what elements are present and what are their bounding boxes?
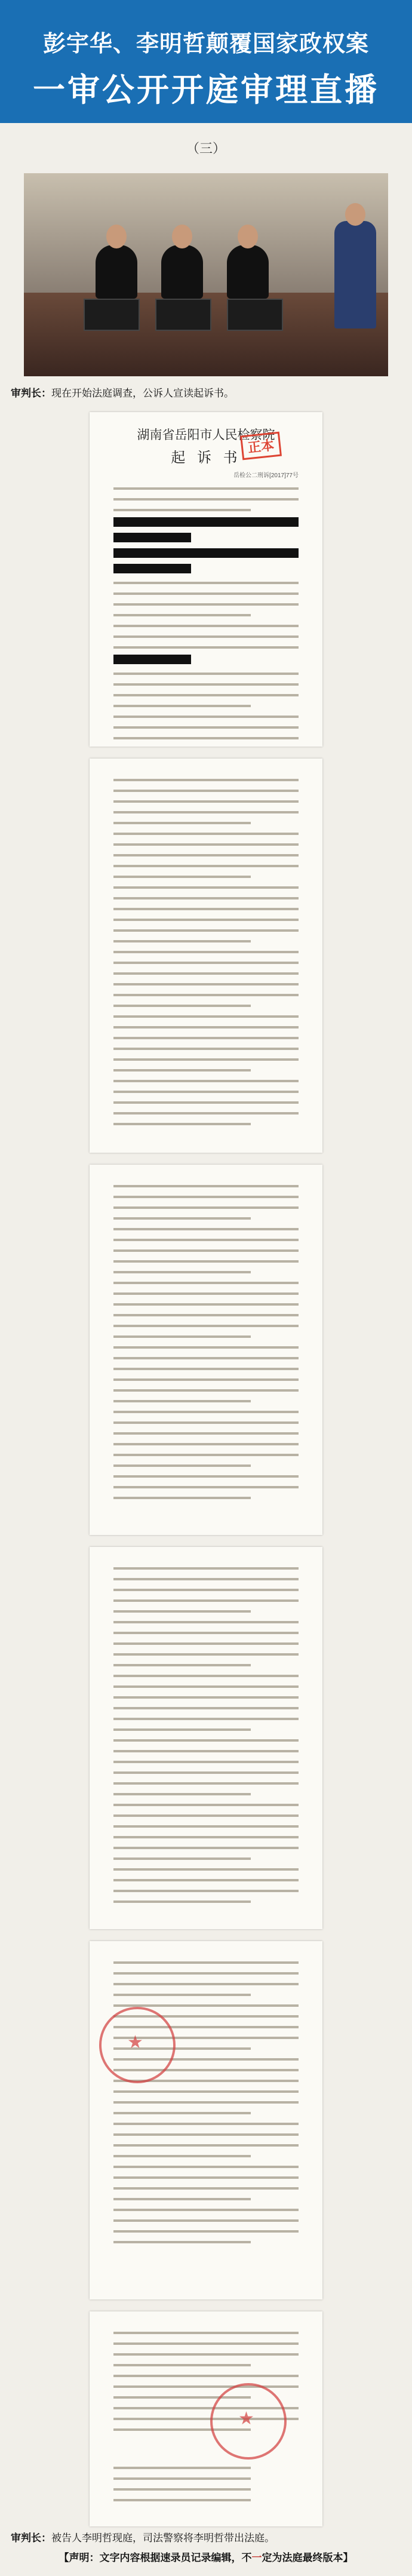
indictment-page-3 [90, 1165, 322, 1535]
part-label: （三） [186, 141, 226, 156]
courtroom-photo [24, 173, 388, 376]
caption-1 [11, 385, 401, 400]
caption-2 [11, 2529, 401, 2544]
disclaimer [0, 2549, 412, 2564]
caption-2-text: 被告人李明哲现庭，司法警察将李明哲带出法庭。 [51, 2532, 275, 2544]
disclaimer-text: 文字内容根据速录员记录编辑，不 [99, 2552, 252, 2563]
indictment-page-2 [90, 759, 322, 1153]
indictment-page-1 [90, 412, 322, 747]
document-number: 岳检公二刑诉[2017]77号 [233, 472, 299, 479]
document-title: 起 诉 书 [171, 449, 241, 466]
disclaimer-suffix: 定为法庭最终版本】 [262, 2552, 353, 2563]
page-header [0, 0, 412, 123]
procuratorate-seal-icon [210, 2383, 287, 2460]
indictment-page-6 [90, 2311, 322, 2526]
indictment-page-4 [90, 1547, 322, 1929]
header-title-line2: 一审公开开庭审理直播 [33, 72, 379, 108]
disclaimer-highlight: 一 [251, 2552, 262, 2563]
caption-1-speaker: 审判长： [11, 388, 51, 399]
header-title-line1: 彭宇华、李明哲颠覆国家政权案 [42, 32, 369, 57]
caption-2-speaker: 审判长： [11, 2532, 51, 2544]
original-stamp: 正本 [240, 432, 282, 460]
disclaimer-prefix: 【声明： [59, 2552, 100, 2563]
indictment-page-5 [90, 1941, 322, 2299]
caption-1-text: 现在开始法庭调查，公诉人宣读起诉书。 [51, 388, 234, 399]
procuratorate-seal-icon [99, 2007, 176, 2083]
document-org: 湖南省岳阳市人民检察院 [137, 428, 275, 442]
